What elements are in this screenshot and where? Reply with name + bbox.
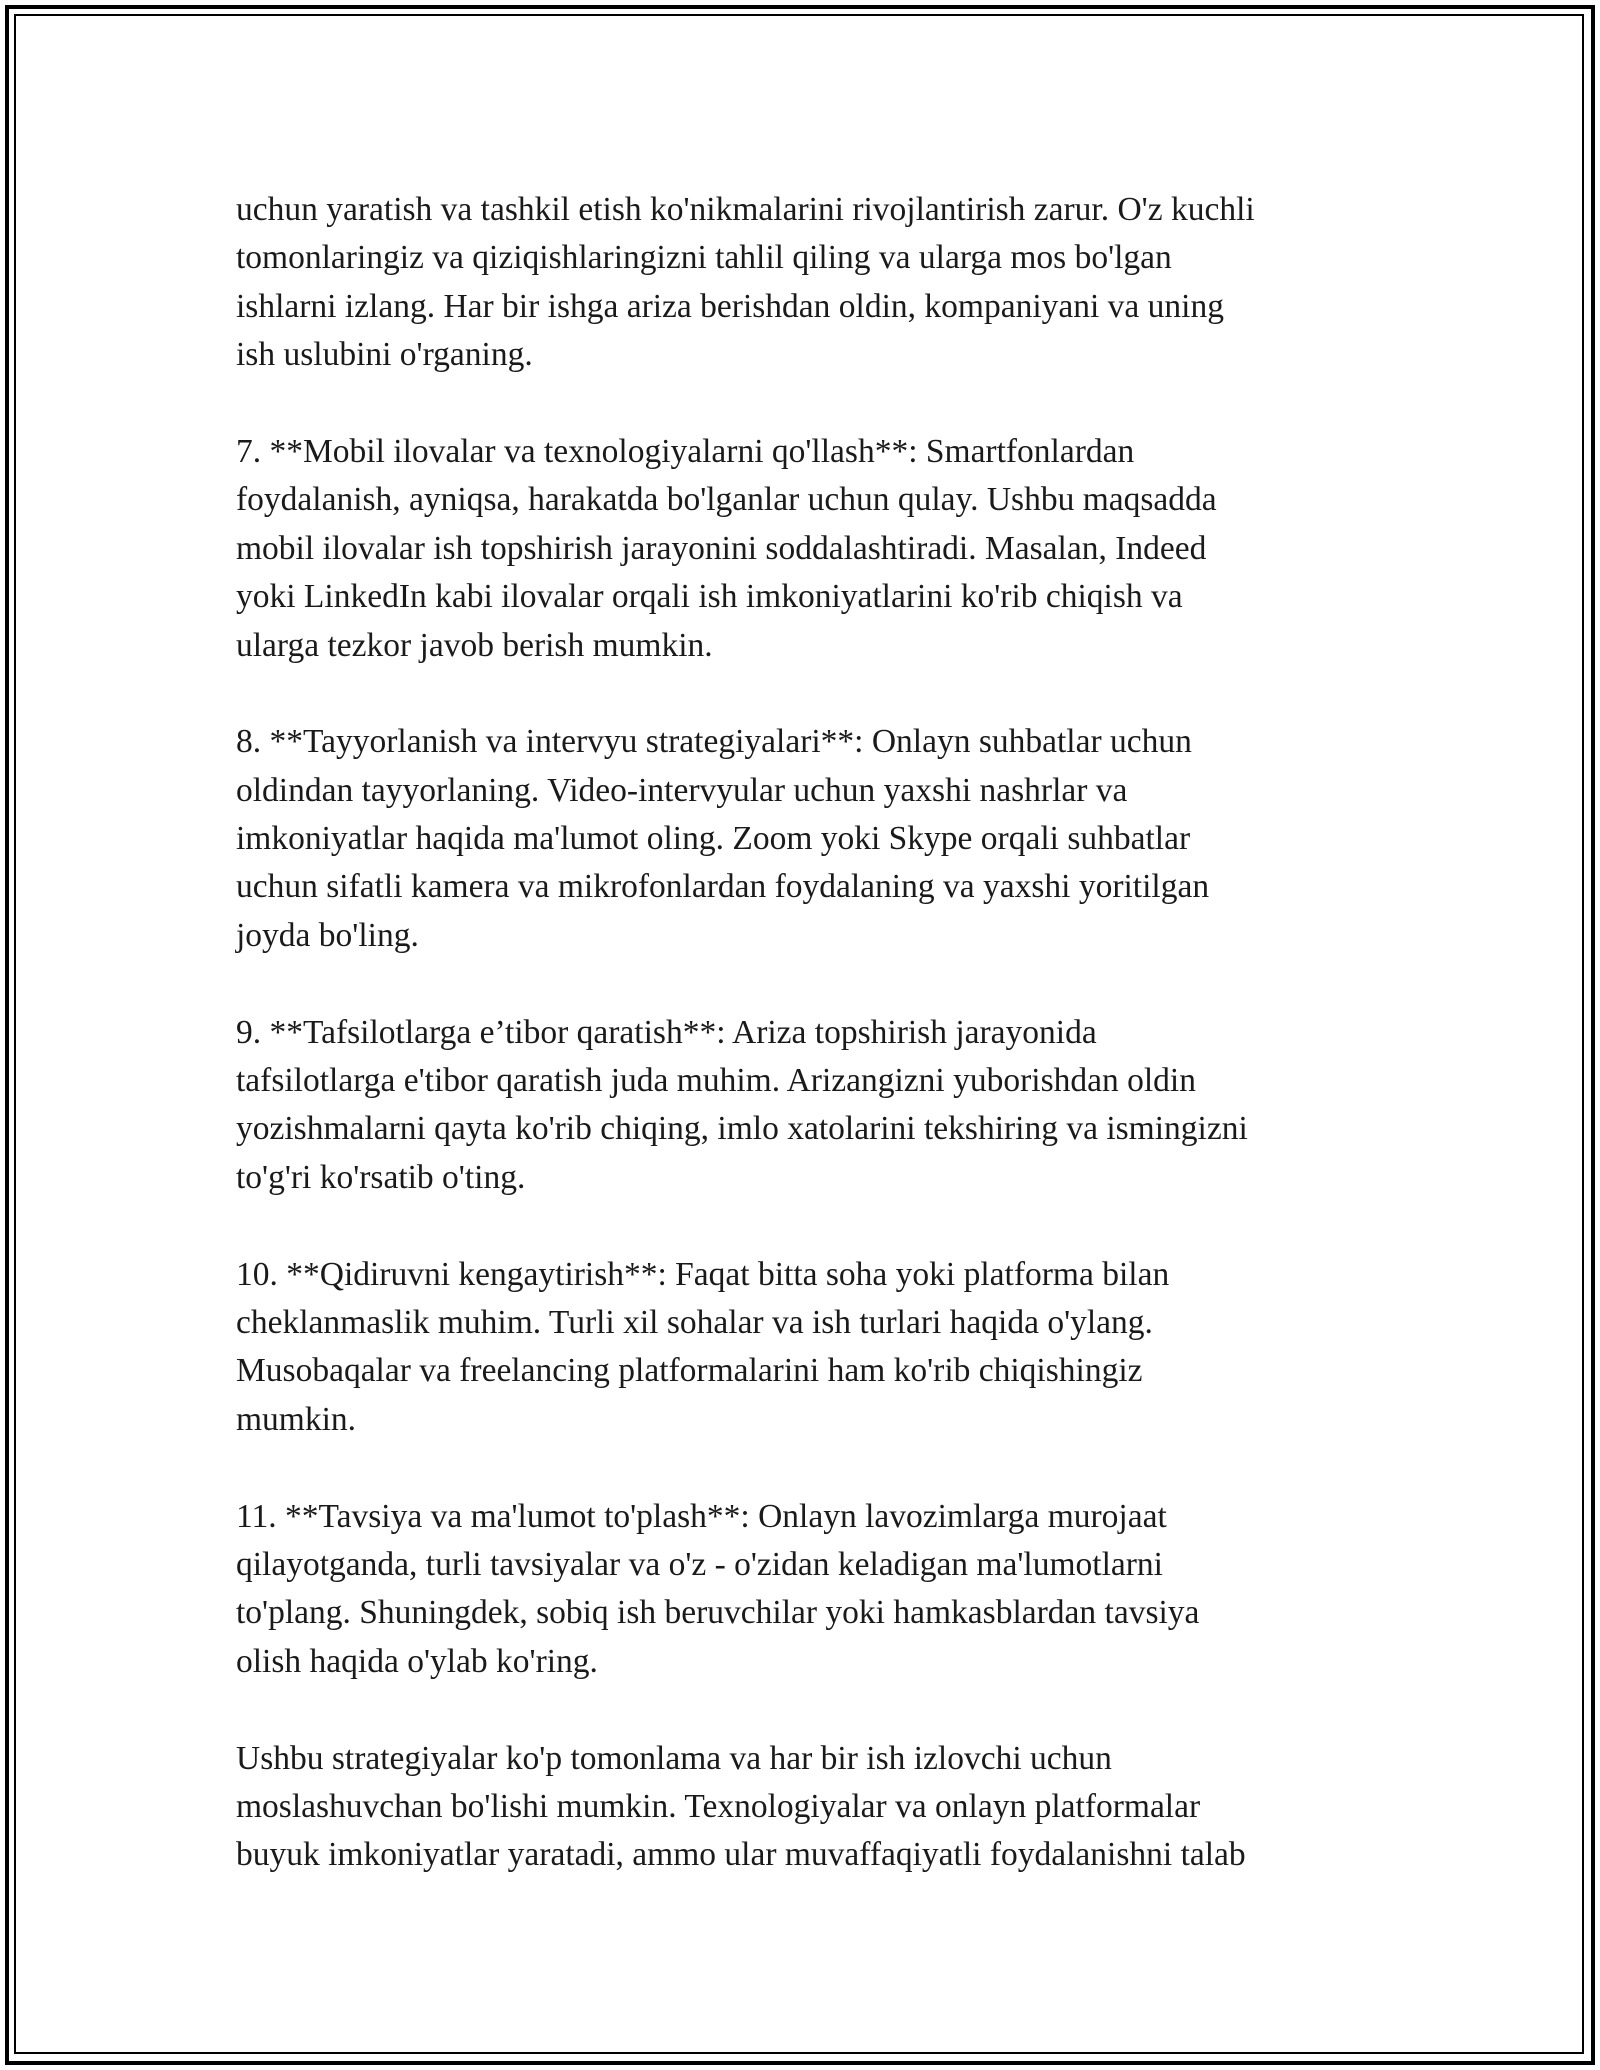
text-line: 9. **Tafsilotlarga e’tibor qaratish**: Ariza topshirish jarayonida [236, 1013, 1097, 1051]
text-line: ish uslubini o'rganing. [236, 336, 533, 374]
text-line: mobil ilovalar ish topshirish jarayonini soddalashtiradi. Masalan, Indeed [236, 529, 1207, 567]
text-line: tomonlaringiz va qiziqishlaringizni tahlil qiling va ularga mos bo'lgan [236, 239, 1172, 277]
text-line: 10. **Qidiruvni kengaytirish**: Faqat bitta soha yoki platforma bilan [236, 1255, 1170, 1293]
text-line: joyda bo'ling. [236, 916, 419, 954]
text-line: ularga tezkor javob berish mumkin. [236, 626, 713, 664]
text-line: tafsilotlarga e'tibor qaratish juda muhim. Arizangizni yuborishdan oldin [236, 1062, 1196, 1100]
paragraph-item-8 [236, 718, 1366, 960]
paragraph-item-11 [236, 1493, 1366, 1687]
paragraph-intro-continuation [236, 186, 1366, 380]
document-body [236, 186, 1366, 1880]
text-line: buyuk imkoniyatlar yaratadi, ammo ular muvaffaqiyatli foydalanishni talab [236, 1836, 1246, 1874]
text-line: foydalanish, ayniqsa, harakatda bo'lganlar uchun qulay. Ushbu maqsadda [236, 481, 1217, 519]
text-line: qilayotganda, turli tavsiyalar va o'z - o'zidan keladigan ma'lumotlarni [236, 1545, 1163, 1583]
text-line: to'plang. Shuningdek, sobiq ish beruvchilar yoki hamkasblardan tavsiya [236, 1594, 1200, 1632]
text-line: Ushbu strategiyalar ko'p tomonlama va har bir ish izlovchi uchun [236, 1739, 1112, 1777]
text-line: ishlarni izlang. Har bir ishga ariza berishdan oldin, kompaniyani va uning [236, 287, 1224, 325]
text-line: uchun yaratish va tashkil etish ko'nikmalarini rivojlantirish zarur. O'z kuchli [236, 191, 1255, 228]
text-line: 11. **Tavsiya va ma'lumot to'plash**: Onlayn lavozimlarga murojaat [236, 1497, 1167, 1535]
text-line: yoki LinkedIn kabi ilovalar orqali ish imkoniyatlarini ko'rib chiqish va [236, 578, 1183, 616]
paragraph-item-7 [236, 428, 1366, 670]
text-line: cheklanmaslik muhim. Turli xil sohalar va ish turlari haqida o'ylang. [236, 1303, 1153, 1341]
text-line: yozishmalarni qayta ko'rib chiqing, imlo xatolarini tekshiring va ismingizni [236, 1110, 1248, 1148]
paragraph-item-9 [236, 1009, 1366, 1203]
text-line: 8. **Tayyorlanish va intervyu strategiyalari**: Onlayn suhbatlar uchun [236, 723, 1192, 761]
text-line: olish haqida o'ylab ko'ring. [236, 1642, 598, 1680]
text-line: uchun sifatli kamera va mikrofonlardan foydalaning va yaxshi yoritilgan [236, 868, 1210, 906]
paragraph-conclusion [236, 1735, 1366, 1880]
paragraph-item-10 [236, 1251, 1366, 1445]
text-line: imkoniyatlar haqida ma'lumot oling. Zoom yoki Skype orqali suhbatlar [236, 820, 1191, 858]
text-line: oldindan tayyorlaning. Video-intervyular uchun yaxshi nashrlar va [236, 771, 1128, 809]
text-line: moslashuvchan bo'lishi mumkin. Texnologiyalar va onlayn platformalar [236, 1787, 1201, 1825]
text-line: mumkin. [236, 1400, 357, 1438]
text-line: 7. **Mobil ilovalar va texnologiyalarni qo'llash**: Smartfonlardan [236, 432, 1135, 470]
text-line: to'g'ri ko'rsatib o'ting. [236, 1158, 526, 1196]
text-line: Musobaqalar va freelancing platformalarini ham ko'rib chiqishingiz [236, 1352, 1143, 1390]
